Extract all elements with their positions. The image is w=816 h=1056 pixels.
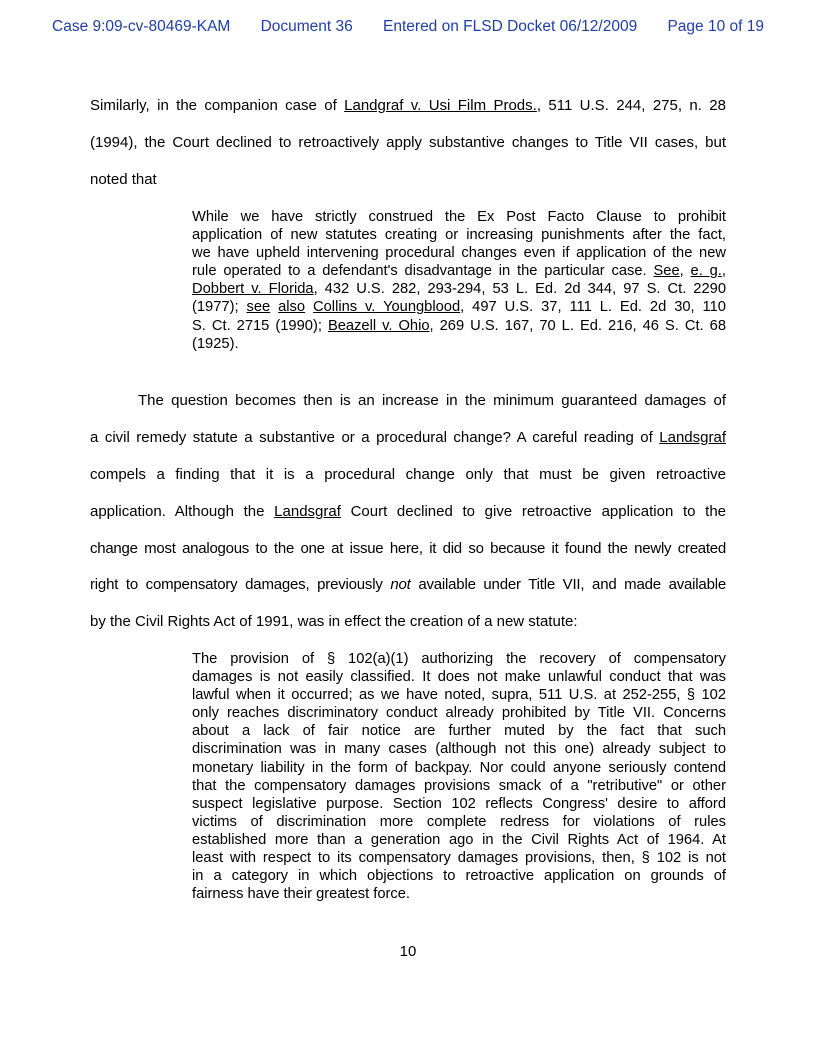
docket-entry: Entered on FLSD Docket 06/12/2009	[383, 18, 638, 35]
block-quote-2-line: discrimination was in many cases (although not this one) already subject to	[192, 741, 726, 758]
signal-see: See	[653, 263, 680, 280]
para2-line5: change most analogous to the one at issue here, it did so because it found the newly created	[90, 540, 726, 557]
block-quote-2-line: established more than a generation ago in the Civil Rights Act of 1964. At	[192, 831, 726, 848]
case-citation-landsgraf: Landsgraf	[274, 503, 341, 520]
block-quote-2-line: that the compensatory damages provisions smack of a "retributive" or other	[192, 777, 726, 794]
signal-eg: e. g.	[690, 263, 722, 280]
block-quote-2-line: lawful when it occurred; as we have noted, supra, 511 U.S. at 252-255, § 102	[192, 687, 726, 704]
emphasis-not: not	[390, 576, 411, 593]
block-quote-2-line: least with respect to its compensatory damages provisions, then, § 102 is not	[192, 850, 726, 867]
block-quote-2-line: monetary liability in the form of backpay. Nor could anyone seriously contend	[192, 759, 726, 776]
block-quote-2-line: suspect legislative purpose. Section 102 reflects Congress' desire to afford	[192, 795, 726, 812]
case-number: Case 9:09-cv-80469-KAM	[52, 18, 231, 35]
para2-line4: application. Although the Landsgraf Court declined to give retroactive application to the	[90, 503, 727, 520]
para1-line1: Similarly, in the companion case of Landgraf v. Usi Film Prods., 511 U.S. 244, 275, n. 28	[90, 97, 726, 114]
para2-line1: The question becomes then is an increase in the minimum guaranteed damages of	[138, 392, 726, 409]
page-number: 10	[399, 943, 417, 960]
para1-line3: noted that	[90, 171, 157, 188]
signal-see-also-see: see	[246, 299, 271, 316]
para2-line3: compels a finding that it is a procedural change only that must be given retroactive	[90, 466, 726, 483]
para2-line7: by the Civil Rights Act of 1991, was in effect the creation of a new statute:	[90, 613, 578, 630]
case-citation-collins: Collins v. Youngblood	[313, 299, 461, 316]
page-indicator: Page 10 of 19	[667, 18, 764, 35]
signal-see-also-also: also	[278, 299, 306, 316]
block-quote-2-line: damages is not easily classified. It does not make unlawful conduct that was	[192, 669, 726, 686]
block-quote-2-line: about a lack of fair notice are further muted by the fact that such	[192, 723, 726, 740]
docket-header	[52, 18, 764, 36]
para1-line2: (1994), the Court declined to retroactively apply substantive changes to Title VII cases, but	[90, 134, 726, 151]
block-quote-1: While we have strictly construed the Ex Post Facto Clause to prohibit application of new statutes creating or increasing punishments after the fact, we have upheld intervening procedural changes even if application of the new rule operated to a defendant's disadvantage in the particular case. See, e. g., Dobbert v. Florida, 432 U.S. 282, 293-294, 53 L. Ed. 2d 344, 97 S. Ct. 2290 (1977); see also Collins v. Youngblood, 497 U.S. 37, 111 L. Ed. 2d 30, 110 S. Ct. 2715 (1990); Beazell v. Ohio, 269 U.S. 167, 70 L. Ed. 216, 46 S. Ct. 68 (1925).	[192, 209, 726, 352]
block-quote-2-line: fairness have their greatest force.	[192, 886, 410, 903]
document-number: Document 36	[260, 18, 353, 35]
para2-line2: a civil remedy statute a substantive or a procedural change? A careful reading of Landsgraf	[90, 429, 726, 446]
case-citation-landsgraf: Landsgraf	[659, 429, 726, 446]
case-citation-landgraf: Landgraf v. Usi Film Prods.	[344, 97, 537, 114]
block-quote-2-line: The provision of § 102(a)(1) authorizing the recovery of compensatory	[192, 651, 726, 667]
case-citation-beazell: Beazell v. Ohio	[327, 317, 430, 334]
block-quote-2-line: victims of discrimination more complete redress for violations of rules	[192, 813, 726, 830]
block-quote-2	[192, 650, 726, 903]
para2-line6: right to compensatory damages, previously not available under Title VII, and made available	[90, 576, 726, 593]
block-quote-2-line: only reaches discriminatory conduct already prohibited by Title VII. Concerns	[192, 705, 726, 722]
block-quote-2-line: in a category in which objections to retroactive application on grounds of	[192, 868, 726, 885]
case-citation-dobbert: Dobbert v. Florida	[192, 281, 314, 298]
